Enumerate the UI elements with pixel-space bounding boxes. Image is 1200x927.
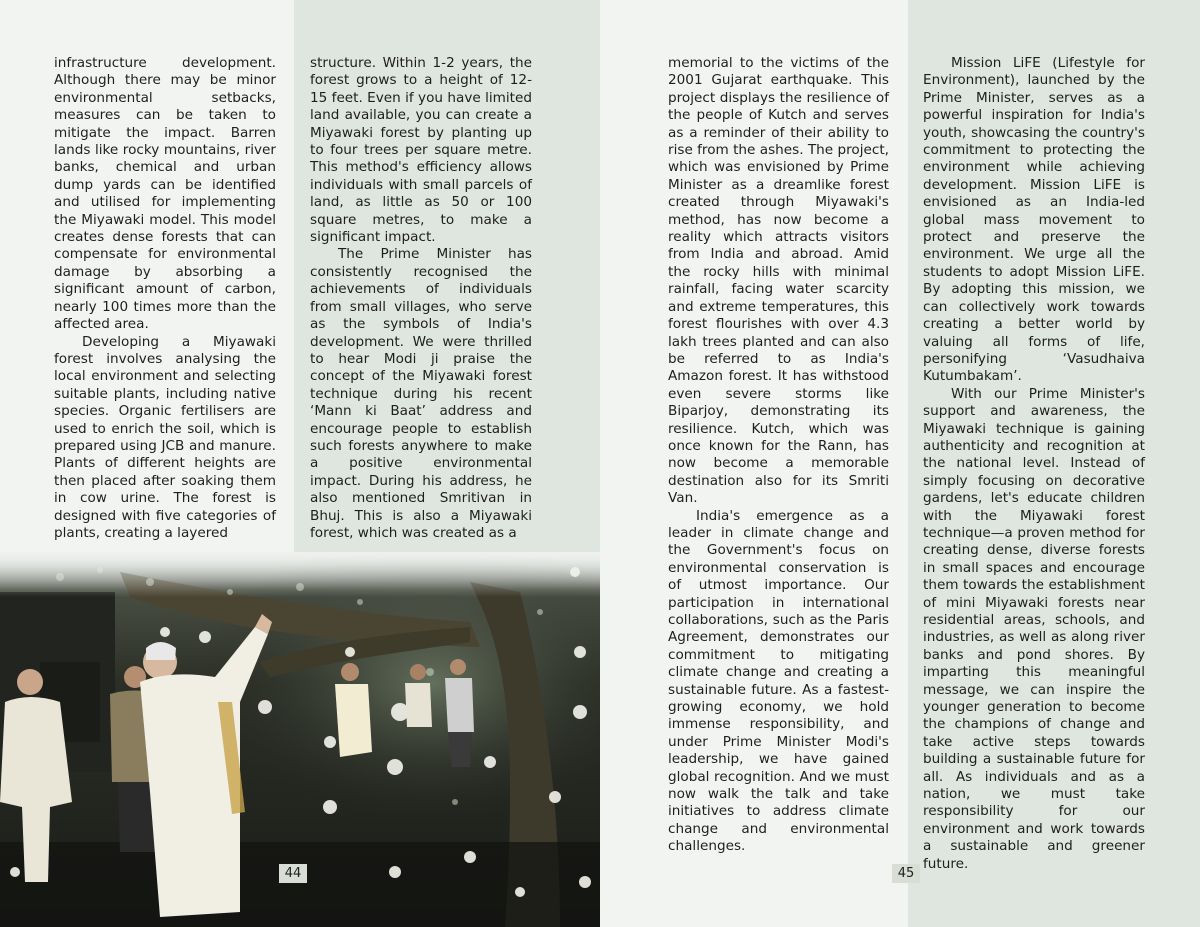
paragraph: Mission LiFE (Lifestyle for Environment), launched by the Prime Minister, serves as a powerful inspiration for India's youth, showcasing the country's commitment to protecting the environment while achieving development. Mission LiFE is envisioned as an India-led global mass movement to protect and preserve the environment. We urge all the students to adopt Mission LiFE. By adopting this mission, we can collectively work towards creating a better world by valuing all forms of life, personifying ‘Vasudhaiva Kutumbakam’. (923, 55, 1145, 385)
page-number: 44 (279, 864, 307, 883)
left-column-2 (310, 55, 532, 545)
right-page (600, 0, 1200, 927)
paragraph: Developing a Miyawaki forest involves analysing the local environment and selecting suitable plants, including native species. Organic fertilisers are used to enrich the soil, which is prepared using JCB and manure. Plants of different heights are then placed after soaking them in cow urine. The forest is designed with five categories of plants, creating a layered (54, 333, 276, 541)
right-column-1 (668, 55, 889, 855)
paragraph: structure. Within 1-2 years, the forest grows to a height of 12-15 feet. Even if you have limited land available, you can create a Miyawaki forest by planting up to four trees per square metre. This method's efficiency allows individuals with small parcels of land, as little as 50 or 100 square metres, to make a significant impact. (310, 55, 532, 246)
paragraph: The Prime Minister has consistently recognised the achievements of individuals from small villages, who serve as the symbols of India's development. We were thrilled to hear Modi ji praise the concept of the Miyawaki forest technique during his recent ‘Mann ki Baat’ address and encourage people to establish such forests anywhere to make a positive environmental impact. During his address, he also mentioned Smritivan in Bhuj. This is also a Miyawaki forest, which was created as a (310, 246, 532, 541)
paragraph: infrastructure development. Although there may be minor environmental setbacks, measures can be taken to mitigate the impact. Barren lands like rocky mountains, river banks, chemical and urban dump yards can be identified and utilised for implementing the Miyawaki model. This model creates dense forests that can compensate for environmental damage by absorbing a significant amount of carbon, nearly 100 times more than the affected area. (54, 55, 276, 333)
page-number: 45 (892, 864, 920, 883)
paragraph: With our Prime Minister's support and awareness, the Miyawaki technique is gaining authenticity and recognition at the national level. Instead of simply focusing on decorative gardens, let's educate children with the Miyawaki forest technique—a proven method for creating dense, diverse forests in small spaces and encourage them towards the establishment of mini Miyawaki forests near residential areas, schools, and industries, as well as along river banks and pond shores. By imparting this meaningful message, we can inspire the younger generation to become the champions of change and take active steps towards building a sustainable future for all. As individuals and as a nation, we must take responsibility for our environment and work towards a sustainable and greener future. (923, 385, 1145, 872)
paragraph: India's emergence as a leader in climate change and the Government's focus on environmental conservation is of utmost importance. Our participation in international collaborations, such as the Paris Agreement, demonstrates our commitment to mitigating climate change and creating a sustainable future. As a fastest-growing economy, we hold immense responsibility, and under Prime Minister Modi's leadership, we have gained global recognition. And we must now walk the talk and take initiatives to address climate change and environmental challenges. (668, 507, 889, 855)
right-column-2 (923, 55, 1145, 872)
left-column-1 (54, 55, 276, 545)
paragraph: memorial to the victims of the 2001 Gujarat earthquake. This project displays the resilience of the people of Kutch and serves as a reminder of their ability to rise from the ashes. The project, which was envisioned by Prime Minister as a dreamlike forest created through Miyawaki's method, has now become a reality which attracts visitors from India and abroad. Amid the rocky hills with minimal rainfall, facing water scarcity and extreme temperatures, this forest flourishes with over 4.3 lakh trees planted and can also be referred to as India's Amazon forest. It has withstood even severe storms like Biparjoy, demonstrating its resilience. Kutch, which was once known for the Rann, has now become a memorable destination also for its Smriti Van. (668, 55, 889, 507)
